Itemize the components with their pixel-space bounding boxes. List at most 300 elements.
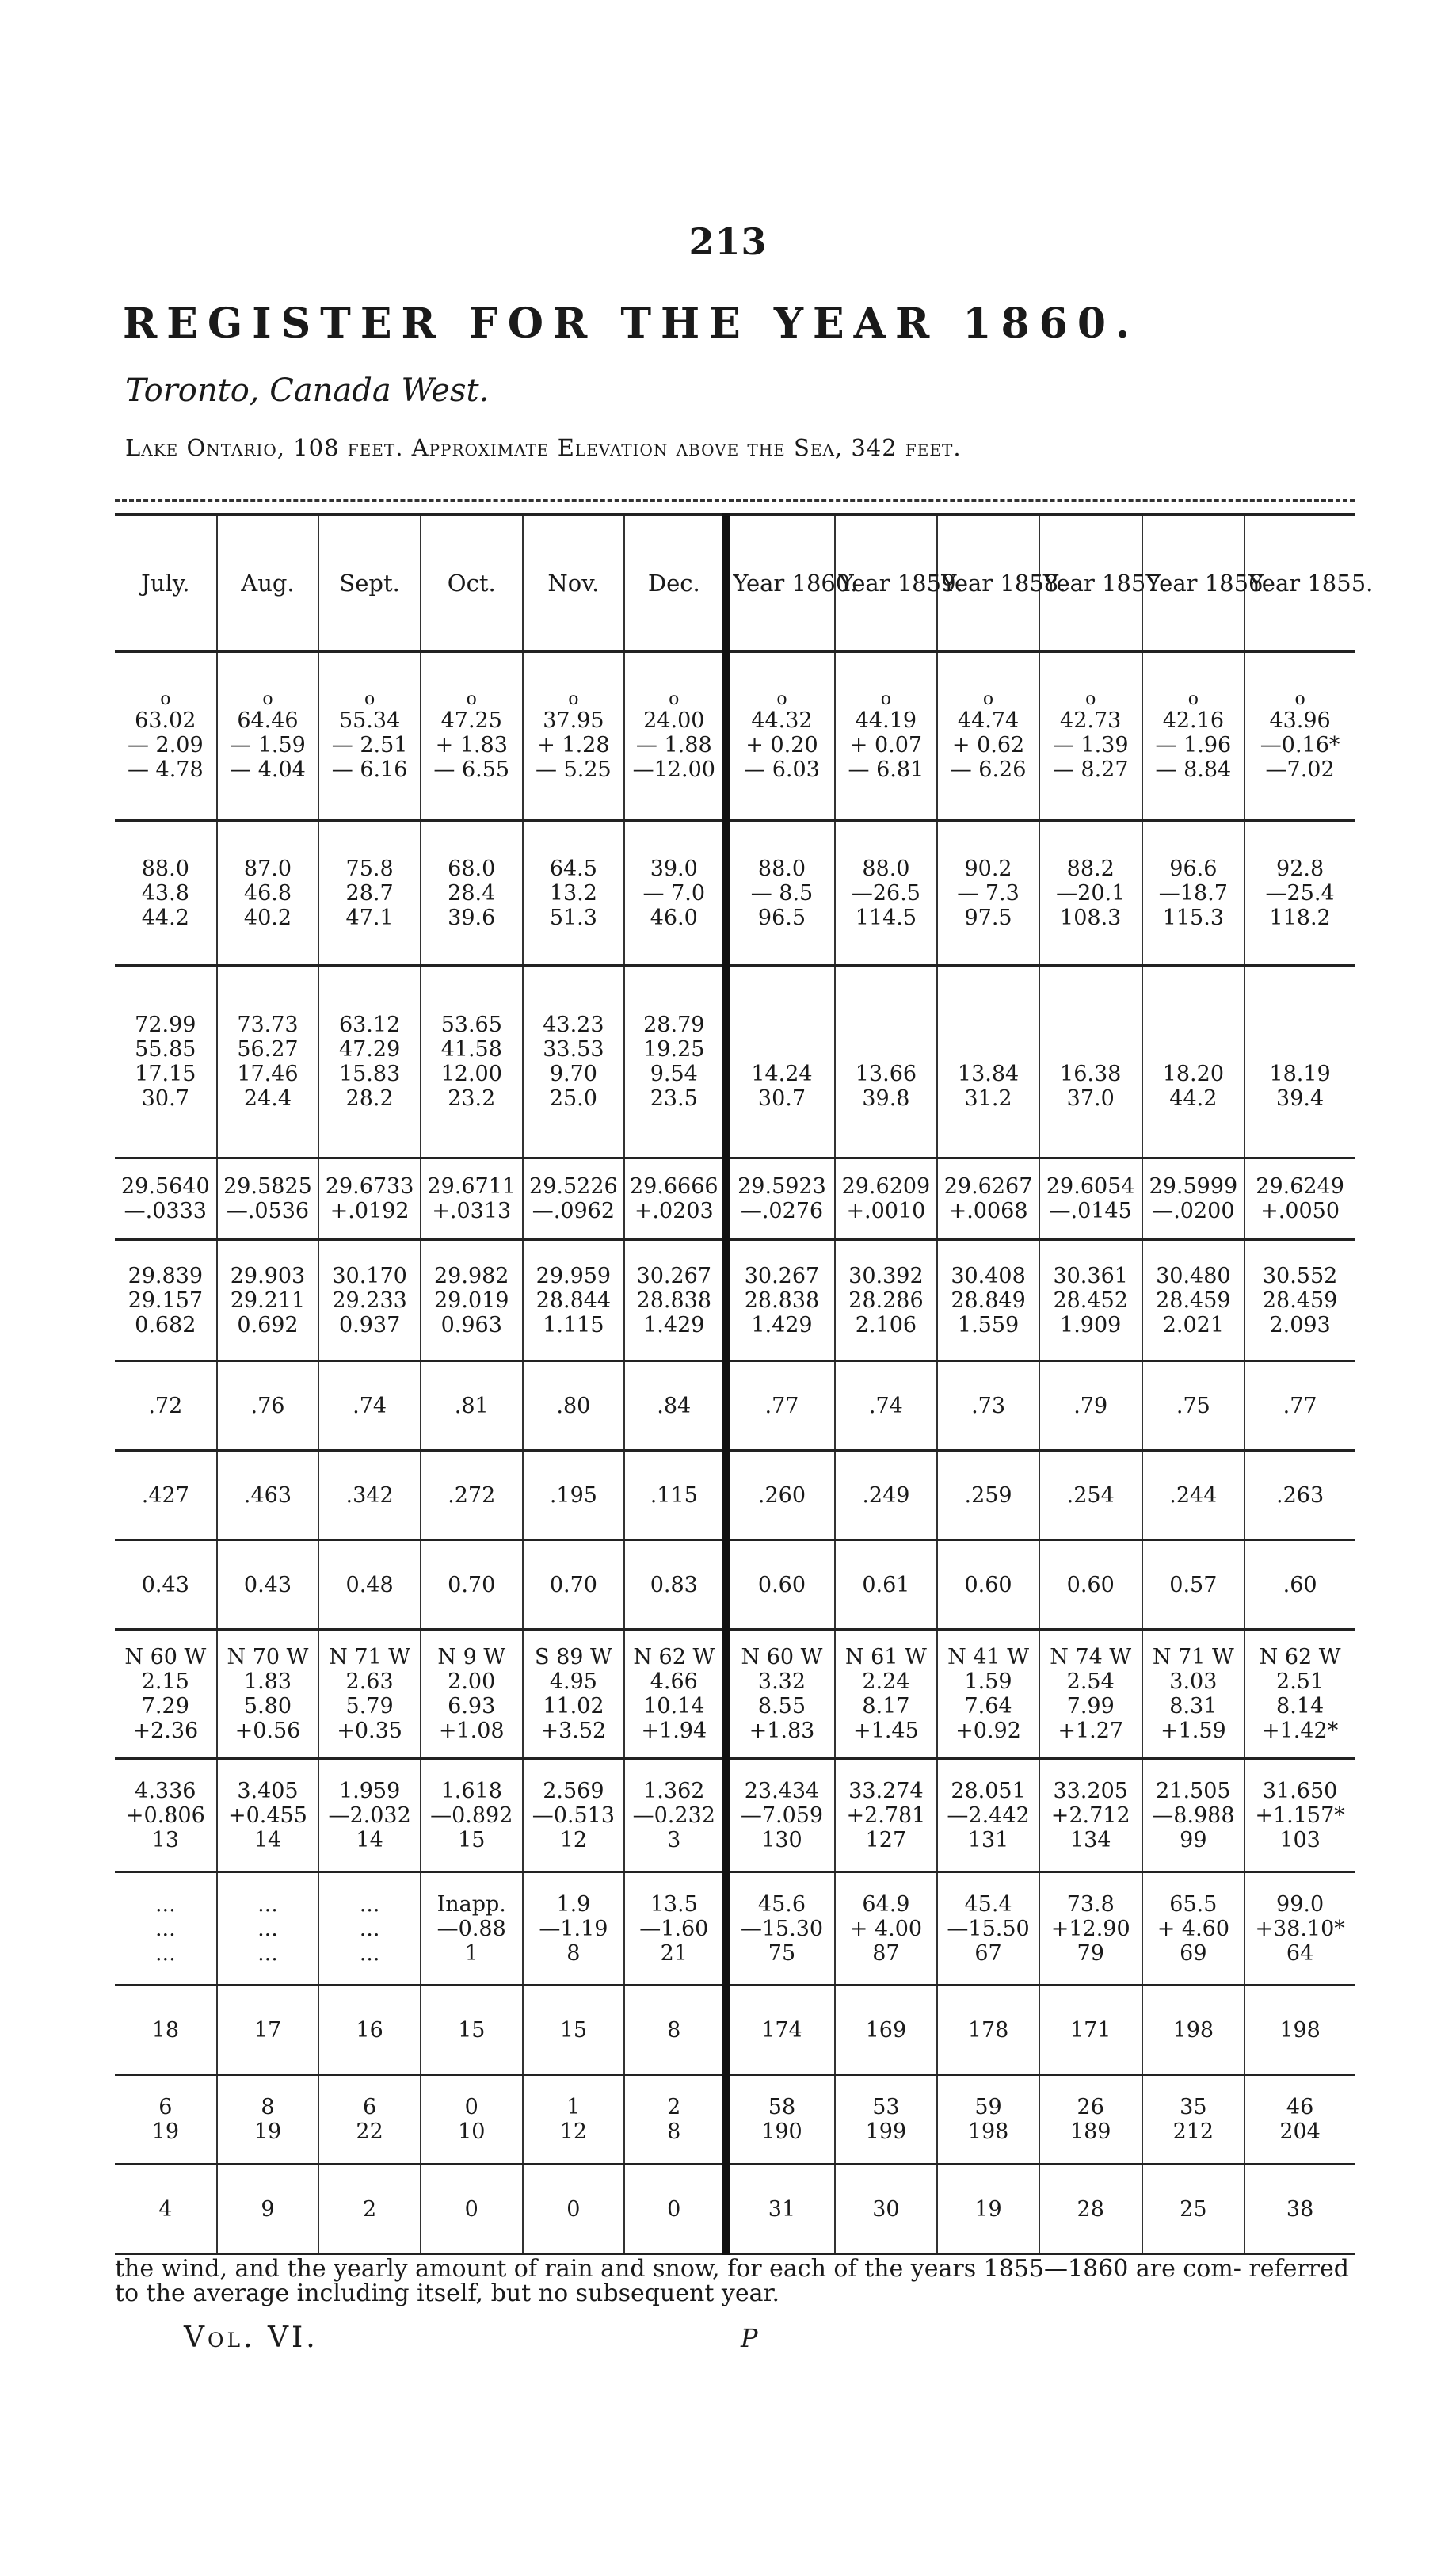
cell-value: 1 [566,2095,581,2119]
cell-value: +.0313 [432,1199,512,1223]
table-cell [726,1759,835,1872]
volume-label: Vol. VI. [184,2322,318,2354]
column-header: July. [115,515,217,652]
cell-value: + 0.07 [849,732,923,757]
cell-value: 28.452 [1053,1288,1128,1313]
table-cell [115,1759,217,1872]
table-cell [1244,1759,1355,1872]
cell-value: 1 [464,1940,478,1966]
cell-value: 169 [865,2017,907,2043]
table-cell [937,1759,1039,1872]
table-cell [726,1986,835,2075]
table-cell [318,1451,421,1540]
cell-value: 19.25 [643,1037,705,1062]
table-cell [1244,2075,1355,2165]
cell-value: 0.60 [964,1572,1012,1597]
table-cell [726,1361,835,1451]
cell-value: 15 [458,1827,486,1852]
cell-value: 67 [974,1940,1002,1966]
cell-value: —0.513 [532,1803,616,1828]
cell-value: 30.392 [848,1263,924,1288]
degree-mark: o [262,689,273,709]
cell-value: 46.0 [650,905,698,930]
table-cell [937,1240,1039,1361]
table-cell [523,1630,625,1759]
table-cell [1142,1240,1245,1361]
table-cell [115,652,217,821]
cell-value: 28.849 [951,1288,1026,1313]
cell-value: 30 [872,2196,900,2222]
cell-value: 75.8 [345,856,394,881]
table-row [115,1158,1355,1240]
cell-value: .80 [556,1393,591,1418]
table-cell [624,652,726,821]
cell-value: — 1.39 [1052,732,1129,757]
cell-value: —20.1 [1056,880,1126,906]
cell-value: 1.362 [643,1778,705,1803]
cell-value: +38.10* [1255,1916,1345,1941]
cell-value: 44.19 [855,708,917,733]
cell-value: 7.64 [964,1694,1012,1719]
cell-value: —.0536 [226,1199,310,1223]
table-cell [1142,652,1245,821]
table-cell [523,2165,625,2254]
cell-value: 43.23 [543,1013,604,1037]
register-table-container [115,513,1374,2255]
cell-value [733,1013,830,1037]
cell-value: 0.43 [141,1572,189,1597]
cell-value: 30.267 [744,1263,820,1288]
table-cell [217,821,319,966]
cell-value: 0.937 [338,1312,401,1337]
cell-value: 13.66 [855,1062,917,1086]
table-row [115,1630,1355,1759]
table-cell [217,1240,319,1361]
cell-value: —18.7 [1158,880,1228,906]
cell-value: 3.03 [1169,1669,1218,1694]
table-cell [1039,2165,1142,2254]
table-cell [624,1872,726,1986]
cell-value: 2.569 [543,1778,604,1803]
table-row [115,821,1355,966]
cell-value: 29.982 [434,1263,509,1288]
cell-value [941,1037,1035,1062]
cell-value: 56.27 [237,1037,299,1062]
cell-value: N 60 W [124,1645,207,1669]
cell-value: +2.36 [132,1719,199,1743]
column-header: Oct. [421,515,523,652]
table-cell [318,1158,421,1240]
cell-value: 28 [1077,2196,1104,2222]
table-cell [421,1451,523,1540]
cell-value: 39.6 [448,905,496,930]
cell-value: .76 [250,1393,285,1418]
table-cell [318,1240,421,1361]
cell-value: 0.692 [237,1312,299,1337]
cell-value: 42.73 [1060,708,1122,733]
cell-value: 204 [1279,2119,1321,2144]
table-cell [115,821,217,966]
cell-value: —15.50 [947,1916,1030,1941]
table-cell [115,1630,217,1759]
cell-value: N 71 W [329,1645,411,1669]
cell-value: 28.459 [1262,1288,1338,1313]
cell-value: — 1.59 [230,732,306,757]
cell-value: — 8.84 [1155,757,1232,782]
cell-value: .74 [868,1393,903,1418]
table-cell [835,2165,938,2254]
table-cell [835,1630,938,1759]
cell-value: — 6.81 [848,757,924,782]
table-cell [726,652,835,821]
cell-value: 171 [1069,2017,1111,2043]
table-row [115,1451,1355,1540]
table-cell [937,1540,1039,1630]
cell-value: 8 [667,2017,681,2043]
cell-value: 30.170 [332,1263,407,1288]
cell-value: .244 [1169,1482,1218,1508]
cell-value: 30.480 [1156,1263,1231,1288]
column-header: Year 1856. [1142,515,1245,652]
cell-value: —0.16* [1260,732,1340,757]
cell-value: .74 [353,1393,387,1418]
cell-value: 19 [253,2119,282,2144]
column-header: Year 1859. [835,515,938,652]
cell-value: 0.60 [1066,1572,1115,1597]
cell-value: + 1.83 [435,732,508,757]
table-cell [624,966,726,1158]
cell-value: 46 [1286,2095,1314,2119]
cell-value: 2.021 [1162,1312,1224,1337]
cell-value: 28.2 [345,1086,394,1111]
cell-value [733,1037,830,1062]
cell-value: 134 [1069,1827,1111,1852]
cell-value: 8 [261,2095,275,2119]
cell-value: 29.903 [230,1263,306,1288]
cell-value: 39.8 [862,1086,910,1111]
table-cell [835,1759,938,1872]
cell-value [1248,1013,1351,1037]
cell-value: 4 [158,2196,173,2222]
table-cell [624,1361,726,1451]
table-cell [523,1240,625,1361]
table-cell [217,1986,319,2075]
cell-value: ... [359,1916,380,1941]
cell-value: 53 [872,2095,900,2119]
table-cell [217,1630,319,1759]
cell-value: +0.92 [955,1719,1021,1743]
cell-value: N 62 W [633,1645,715,1669]
table-cell [1244,1986,1355,2075]
cell-value: —0.892 [430,1803,513,1828]
table-cell [1142,821,1245,966]
register-table [115,513,1374,2255]
table-row [115,1240,1355,1361]
cell-value: 30.361 [1053,1263,1128,1288]
cell-value: 174 [761,2017,802,2043]
cell-value: 79 [1077,1940,1104,1966]
table-cell [217,966,319,1158]
cell-value: —2.442 [947,1803,1030,1828]
cell-value: 28.838 [636,1288,712,1313]
table-cell [726,966,835,1158]
cell-value: +1.157* [1255,1803,1345,1828]
cell-value: 99.0 [1276,1891,1325,1917]
table-cell [421,1158,523,1240]
table-cell [624,2165,726,2254]
table-cell [726,1872,835,1986]
footnote: the wind, and the yearly amount of rain and snow, for each of the years 1855—1860 are com- referred to the average including itself, but no subsequent year. [115,2255,1349,2307]
table-cell [115,1361,217,1451]
table-cell [1142,2165,1245,2254]
cell-value: N 74 W [1050,1645,1132,1669]
table-cell [217,1451,319,1540]
cell-value: 29.5825 [223,1174,312,1199]
table-cell [115,1240,217,1361]
cell-value: ... [359,1940,380,1966]
cell-value: 2.15 [141,1669,189,1694]
cell-value: +.0050 [1260,1199,1340,1223]
table-cell [937,1986,1039,2075]
cell-value: 0 [464,2095,478,2119]
table-cell [624,1158,726,1240]
cell-value: 115.3 [1162,905,1224,930]
table-cell [318,1872,421,1986]
cell-value: 8.14 [1276,1694,1325,1719]
table-cell [726,1240,835,1361]
table-cell [318,1361,421,1451]
cell-value: 0.70 [549,1572,597,1597]
table-cell [523,1872,625,1986]
table-cell [523,1361,625,1451]
cell-value: N 60 W [741,1645,823,1669]
cell-value: +.0203 [634,1199,714,1223]
cell-value: —8.988 [1152,1803,1235,1828]
cell-value: 118.2 [1269,905,1331,930]
table-cell [523,2075,625,2165]
cell-value: .342 [345,1482,394,1508]
cell-value: 29.5999 [1149,1174,1238,1199]
cell-value: 90.2 [964,856,1012,881]
cell-value: 0.682 [135,1312,196,1337]
cell-value: 96.5 [757,905,806,930]
cell-value: 2.54 [1066,1669,1115,1694]
cell-value [1146,1037,1241,1062]
table-cell [1244,652,1355,821]
column-header: Year 1858. [937,515,1039,652]
header-row [115,515,1355,652]
cell-value: 13 [151,1827,179,1852]
cell-value: — 6.03 [744,757,820,782]
cell-value: 21.505 [1156,1778,1231,1803]
cell-value: 29.157 [128,1288,204,1313]
table-cell [726,1630,835,1759]
degree-mark: o [1294,689,1305,709]
cell-value: — 7.0 [642,880,706,906]
degree-mark: o [1187,689,1199,709]
cell-value: 25 [1180,2196,1207,2222]
table-cell [217,1872,319,1986]
cell-value: 6 [158,2095,173,2119]
cell-value: 0.60 [757,1572,806,1597]
cell-value: 43.96 [1269,708,1331,733]
cell-value: .427 [141,1482,189,1508]
cell-value: 18.19 [1269,1062,1331,1086]
table-cell [1039,1872,1142,1986]
table-cell [835,1540,938,1630]
cell-value: .263 [1276,1482,1325,1508]
cell-value: +0.35 [337,1719,402,1743]
cell-value: 6 [363,2095,377,2119]
table-cell [421,652,523,821]
cell-value: 5.80 [243,1694,292,1719]
table-cell [726,2075,835,2165]
table-cell [624,1986,726,2075]
table-cell [835,1872,938,1986]
cell-value [1248,1037,1351,1062]
table-cell [937,1158,1039,1240]
cell-value: ... [154,1891,176,1917]
cell-value: .73 [971,1393,1006,1418]
cell-value: 7.29 [141,1694,189,1719]
cell-value: 7.99 [1066,1694,1115,1719]
cell-value: 47.29 [338,1037,401,1062]
table-cell [937,1451,1039,1540]
cell-value: 13.84 [957,1062,1020,1086]
cell-value: 40.2 [243,905,292,930]
cell-value: 198 [1279,2017,1321,2043]
cell-value: 99 [1180,1827,1207,1852]
cell-value: 2 [667,2095,681,2119]
table-cell [1039,1540,1142,1630]
cell-value: 23.5 [650,1086,698,1111]
table-cell [115,966,217,1158]
table-cell [421,1872,523,1986]
table-cell [421,1986,523,2075]
cell-value: 29.839 [128,1263,204,1288]
cell-value: 8.31 [1169,1694,1218,1719]
cell-value: 12.00 [440,1062,502,1086]
cell-value: 29.6209 [841,1174,931,1199]
degree-mark: o [982,689,994,709]
table-cell [523,1986,625,2075]
cell-value: + 0.20 [745,732,818,757]
cell-value: +2.781 [846,1803,926,1828]
cell-value: 28.051 [951,1778,1026,1803]
cell-value: 44.32 [751,708,813,733]
cell-value: 4.66 [650,1669,698,1694]
cell-value: 2.24 [862,1669,910,1694]
cell-value: 8 [566,1940,581,1966]
cell-value: 198 [1172,2017,1214,2043]
table-cell [1039,1986,1142,2075]
cell-value: —2.032 [328,1803,411,1828]
table-row [115,1361,1355,1451]
cell-value: .463 [243,1482,292,1508]
degree-mark: o [669,689,680,709]
table-cell [1142,2075,1245,2165]
table-cell [421,1759,523,1872]
table-cell [1142,1986,1245,2075]
cell-value: 73.8 [1066,1891,1115,1917]
cell-value: —.0962 [532,1199,616,1223]
cell-value: 23.434 [744,1778,820,1803]
cell-value: 69 [1180,1940,1207,1966]
table-row [115,652,1355,821]
table-cell [115,1986,217,2075]
table-cell [318,2075,421,2165]
table-row [115,1759,1355,1872]
cell-value: 87 [872,1940,900,1966]
cell-value: 88.0 [757,856,806,881]
cell-value: 33.205 [1053,1778,1128,1803]
table-cell [318,652,421,821]
cell-value: 6.93 [448,1694,496,1719]
table-cell [318,1759,421,1872]
table-cell [115,2165,217,2254]
cell-value: .79 [1073,1393,1108,1418]
cell-value: — 4.78 [127,757,204,782]
cell-value: 51.3 [549,905,597,930]
cell-value: 33.274 [848,1778,924,1803]
cell-value: 16.38 [1060,1062,1122,1086]
cell-value: ... [257,1916,278,1941]
cell-value: 29.5923 [738,1174,826,1199]
cell-value: 29.233 [332,1288,407,1313]
table-cell [217,1158,319,1240]
cell-value: —.0200 [1152,1199,1235,1223]
cell-value: .115 [650,1482,698,1508]
cell-value: — 6.16 [331,757,408,782]
cell-value: 18.20 [1162,1062,1224,1086]
cell-value: 11.02 [543,1694,604,1719]
table-cell [421,966,523,1158]
table-cell [726,1158,835,1240]
cell-value: —7.02 [1265,757,1335,782]
cell-value: 47.25 [440,708,502,733]
cell-value: 0.83 [650,1572,698,1597]
cell-value: — 8.5 [750,880,814,906]
cell-value [941,1013,1035,1037]
table-cell [421,1240,523,1361]
cell-value: 64 [1286,1940,1314,1966]
cell-value: 44.2 [141,905,189,930]
cell-value: ... [257,1940,278,1966]
table-cell [421,1361,523,1451]
cell-value: 0 [667,2196,681,2222]
cell-value: 0.61 [862,1572,910,1597]
cell-value: N 61 W [844,1645,927,1669]
cell-value: 38 [1286,2196,1314,2222]
cell-value: — 8.27 [1052,757,1129,782]
cell-value: 44.74 [957,708,1020,733]
cell-value [1146,1013,1241,1037]
cell-value: Inapp. [436,1891,506,1917]
cell-value: — 1.96 [1155,732,1232,757]
column-header: Dec. [624,515,726,652]
cell-value: —0.232 [632,1803,715,1828]
cell-value: 42.16 [1162,708,1224,733]
table-cell [835,1986,938,2075]
cell-value: 29.6733 [325,1174,414,1199]
cell-value: N 70 W [227,1645,309,1669]
cell-value: 15.83 [338,1062,401,1086]
cell-value [839,1037,934,1062]
table-cell [726,1540,835,1630]
cell-value: 46.8 [243,880,292,906]
cell-value: .75 [1176,1393,1210,1418]
cell-value: 28.79 [643,1013,705,1037]
